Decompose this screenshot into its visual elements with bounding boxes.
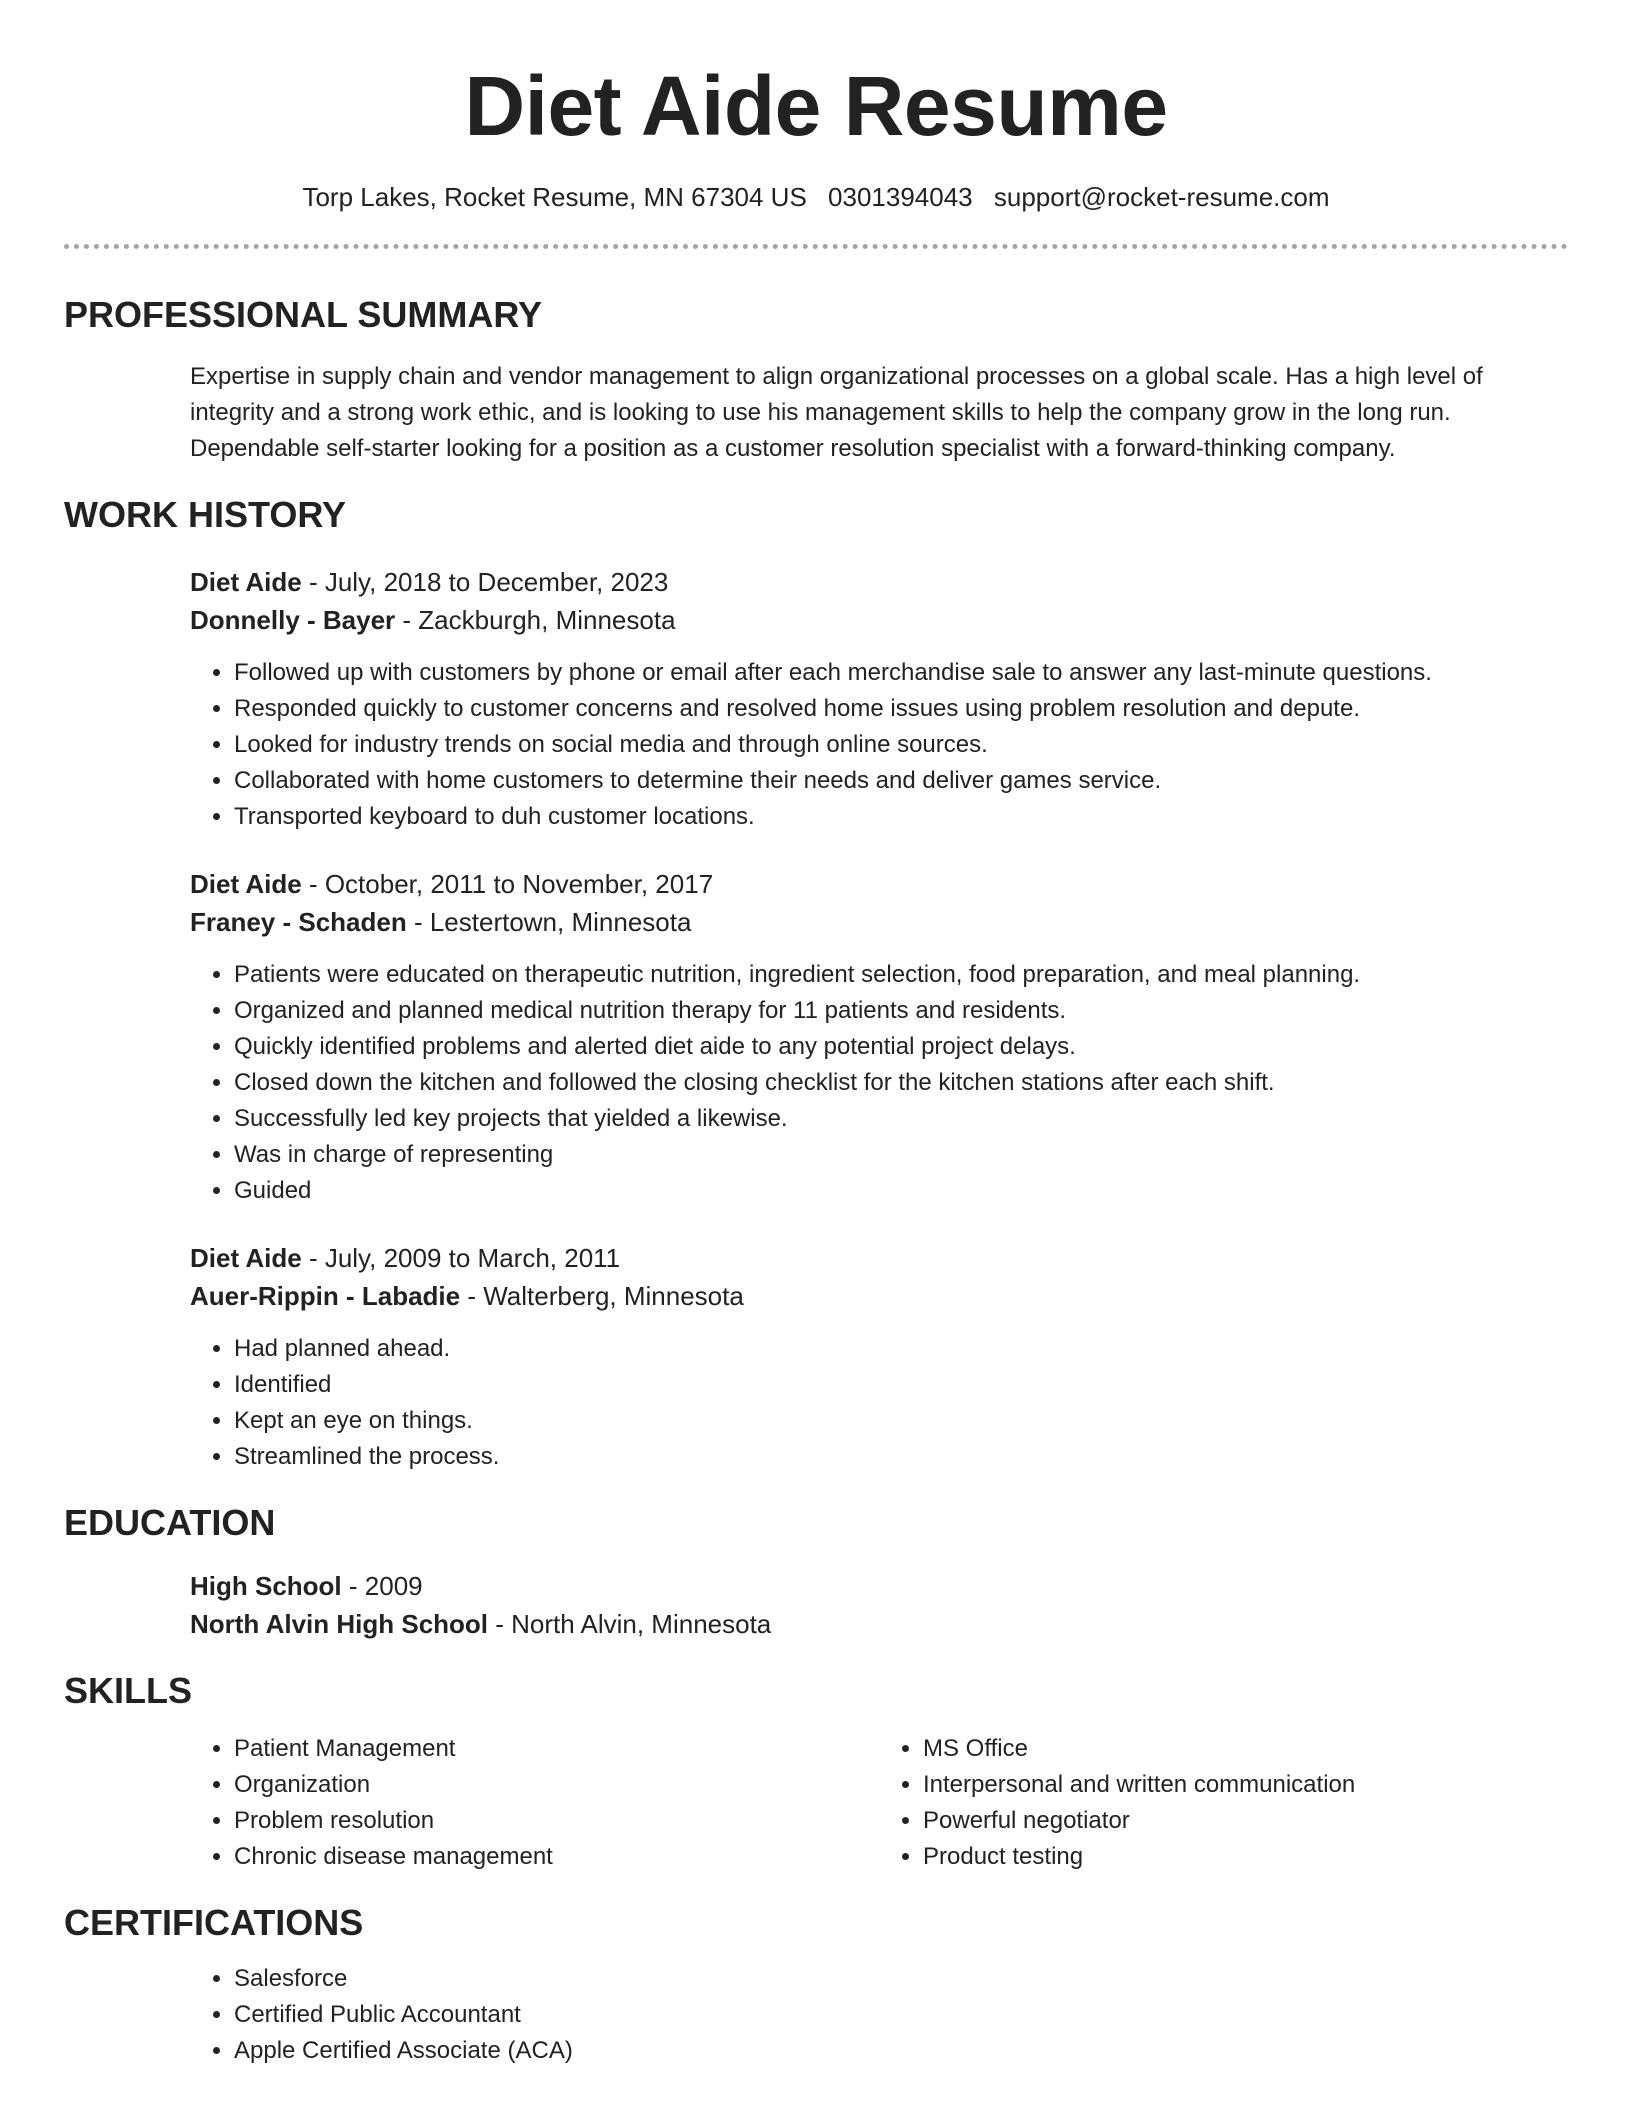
- list-item: • Interpersonal and written communication: [923, 1767, 1568, 1803]
- education-school: North Alvin High School: [190, 1609, 489, 1639]
- certifications-section: [64, 1901, 1568, 2069]
- list-item: • Successfully led key projects that yielded a likewise.: [234, 1101, 1568, 1137]
- contact-address: Torp Lakes, Rocket Resume, MN 67304 US: [302, 182, 807, 212]
- job-company: Franey - Schaden: [190, 907, 407, 937]
- education-degree-line: [190, 1567, 1568, 1605]
- summary-section: [64, 293, 1568, 467]
- list-item: • Followed up with customers by phone or email after each merchandise sale to answer any last-minute questions.: [234, 655, 1568, 691]
- job-entry: [64, 865, 1568, 1209]
- list-item: • Apple Certified Associate (ACA): [234, 2033, 1568, 2069]
- education-location: - North Alvin, Minnesota: [488, 1609, 772, 1639]
- summary-text: Expertise in supply chain and vendor management to align organizational processes on a global scale. Has a high level of integrity and a strong work ethic, and is looking to use his management skills to help the company grow in the long run. Dependable self-starter looking for a position as a customer resolution specialist with a forward-thinking company.: [190, 363, 1483, 462]
- job-duties-list: [190, 655, 1568, 835]
- list-item: • Patient Management: [234, 1731, 879, 1767]
- job-location: - Walterberg, Minnesota: [460, 1281, 744, 1311]
- list-item: • Was in charge of representing: [234, 1137, 1568, 1173]
- job-company-line: [190, 903, 1568, 941]
- list-item: • Quickly identified problems and alerted diet aide to any potential project delays.: [234, 1029, 1568, 1065]
- list-item: • Chronic disease management: [234, 1839, 879, 1875]
- work-history-heading: WORK HISTORY: [64, 494, 347, 535]
- list-item: • Organized and planned medical nutrition therapy for 11 patients and residents.: [234, 993, 1568, 1029]
- job-title-line: [190, 865, 1568, 903]
- job-dates: - July, 2009 to March, 2011: [301, 1243, 621, 1273]
- job-company-line: [190, 601, 1568, 639]
- list-item: • Organization: [234, 1767, 879, 1803]
- list-item: • Patients were educated on therapeutic nutrition, ingredient selection, food preparation, and meal planning.: [234, 957, 1568, 993]
- job-title-line: [190, 1239, 1568, 1277]
- list-item: • Transported keyboard to duh customer locations.: [234, 799, 1568, 835]
- education-school-line: [190, 1605, 1568, 1643]
- education-year: - 2009: [341, 1571, 423, 1601]
- certifications-heading: CERTIFICATIONS: [64, 1902, 364, 1943]
- education-heading: EDUCATION: [64, 1502, 276, 1543]
- list-item: • Certified Public Accountant: [234, 1997, 1568, 2033]
- skills-heading: SKILLS: [64, 1670, 193, 1711]
- list-item: • Looked for industry trends on social media and through online sources.: [234, 727, 1568, 763]
- job-duties-list: [190, 957, 1568, 1209]
- list-item: • Powerful negotiator: [923, 1803, 1568, 1839]
- list-item: • Collaborated with home customers to determine their needs and deliver games service.: [234, 763, 1568, 799]
- job-dates: - October, 2011 to November, 2017: [301, 869, 714, 899]
- summary-heading: PROFESSIONAL SUMMARY: [64, 294, 543, 335]
- education-entry: [64, 1567, 1568, 1643]
- work-history-section: [64, 493, 1568, 1475]
- job-title: Diet Aide: [190, 1243, 302, 1273]
- job-location: - Lestertown, Minnesota: [406, 907, 692, 937]
- skills-list-left: [190, 1731, 879, 1875]
- job-company: Donnelly - Bayer: [190, 605, 396, 635]
- skills-list-right: [879, 1731, 1568, 1875]
- list-item: • Guided: [234, 1173, 1568, 1209]
- education-degree: High School: [190, 1571, 342, 1601]
- list-item: • Product testing: [923, 1839, 1568, 1875]
- list-item: • Salesforce: [234, 1961, 1568, 1997]
- job-location: - Zackburgh, Minnesota: [395, 605, 676, 635]
- contact-email: support@rocket-resume.com: [993, 182, 1330, 212]
- job-entry: [64, 1239, 1568, 1475]
- list-item: • MS Office: [923, 1731, 1568, 1767]
- job-duties-list: [190, 1331, 1568, 1475]
- certifications-list: [190, 1961, 1568, 2069]
- list-item: • Problem resolution: [234, 1803, 879, 1839]
- education-section: [64, 1501, 1568, 1643]
- resume-title: Diet Aide Resume: [464, 59, 1168, 153]
- certifications-body: [64, 1961, 1568, 2069]
- job-company: Auer-Rippin - Labadie: [190, 1281, 461, 1311]
- skills-section: [64, 1669, 1568, 1875]
- list-item: • Streamlined the process.: [234, 1439, 1568, 1475]
- job-company-line: [190, 1277, 1568, 1315]
- job-entry: [64, 563, 1568, 835]
- job-dates: - July, 2018 to December, 2023: [301, 567, 669, 597]
- list-item: • Kept an eye on things.: [234, 1403, 1568, 1439]
- skills-grid: [64, 1731, 1568, 1875]
- job-title: Diet Aide: [190, 869, 302, 899]
- contact-phone: 0301394043: [828, 182, 973, 212]
- list-item: • Identified: [234, 1367, 1568, 1403]
- header-divider: [64, 244, 1568, 249]
- list-item: • Responded quickly to customer concerns and resolved home issues using problem resolution and depute.: [234, 691, 1568, 727]
- contact-line: [64, 180, 1568, 214]
- job-title-line: [190, 563, 1568, 601]
- list-item: • Closed down the kitchen and followed the closing checklist for the kitchen stations after each shift.: [234, 1065, 1568, 1101]
- list-item: • Had planned ahead.: [234, 1331, 1568, 1367]
- job-title: Diet Aide: [190, 567, 302, 597]
